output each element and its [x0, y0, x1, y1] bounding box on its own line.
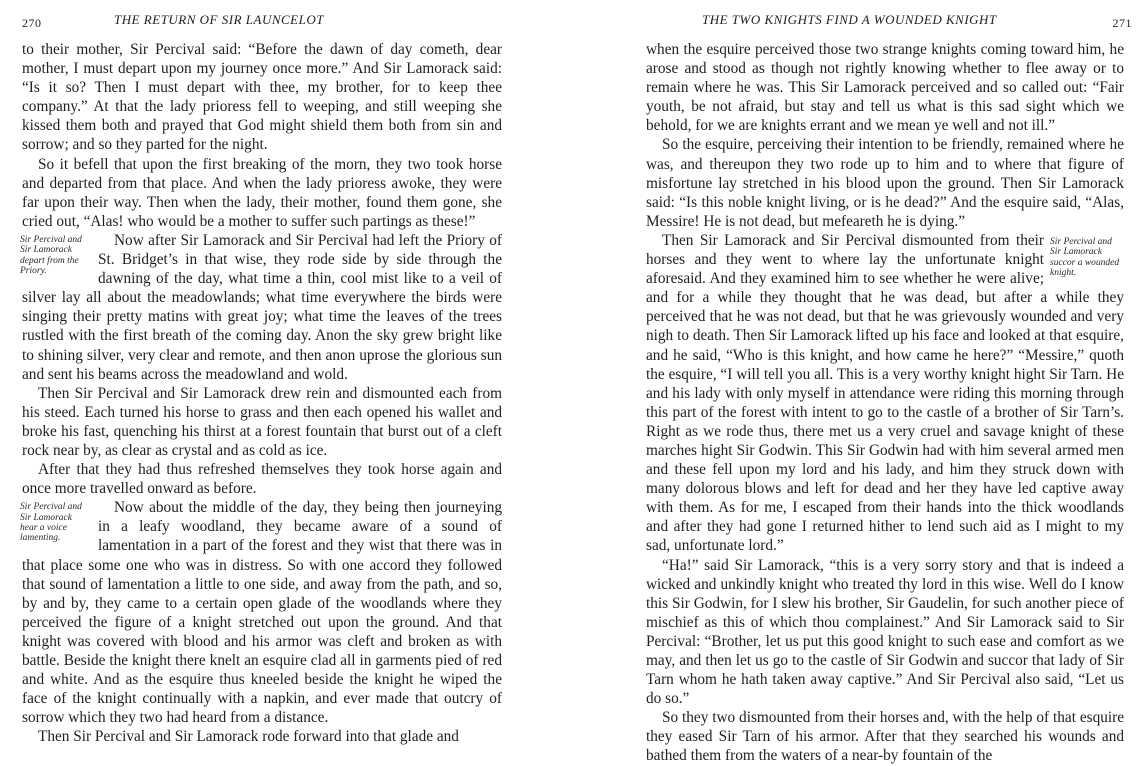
- paragraph: So they two dismounted from their horses and, with the help of that esquire they eased Sir Tarn of his armor. After that they searched his wounds and bathed them from the waters of a near-by fountain of the: [646, 709, 1124, 765]
- paragraph: After that they had thus refreshed themselves they took horse again and once more travelled onward as before.: [22, 461, 502, 498]
- paragraph: So the esquire, perceiving their intention to be friendly, remained where he was, and thereupon they two rode up to him and to where that figure of misfortune lay stretched in his blood upon the ground. Then Sir Lamorack said: “Is this noble knight living, or is he dead?” And the esquire said, “Alas, Messire! He is not dead, but mefeareth he is dying.”: [646, 136, 1124, 230]
- running-title-right: THE TWO KNIGHTS FIND A WOUNDED KNIGHT: [702, 12, 997, 27]
- page-number-left: 270: [22, 16, 42, 30]
- marginal-note: Sir Percival and Sir Lamorack depart from the Priory.: [20, 234, 82, 277]
- paragraph: Now about the middle of the day, they being then journeying in a leafy woodland, they became aware of a sound of lamentation in a part of the forest and they wist that there was in that place some one who was in distress. So with one accord they followed that sound of lamentation a little to one side, and away from the path, and so, by and by, they came to a certain open glade of the woodlands where they perceived the figure of a knight stretched out upon the ground. And that knight was covered with blood and his armor was cleft and broken as with battle. Beside the knight there knelt an esquire clad all in garments pied of red and white. And as the esquire thus kneeled beside the knight he wiped the face of the knight continually with a napkin, and ever made that outcry of sorrow which they two had heard from a distance.: [22, 499, 502, 727]
- paragraph: Now after Sir Lamorack and Sir Percival had left the Priory of St. Bridget’s in that wise, they rode side by side through the dawning of the day, what time a thin, cool mist like to a veil of silver lay all about the meadowlands; what time everywhere the birds were singing their pretty matins with great joy; what time the leaves of the trees rustled with the first breath of the coming day. Anon the sky grew bright like to shining silver, very clear and remote, and then anon uprose the glorious sun and sent his beams across the meadowland and wold.: [22, 231, 502, 383]
- right-page-text: [646, 40, 1124, 766]
- marginal-note: Sir Percival and Sir Lamorack succor a wounded knight.: [1050, 236, 1120, 279]
- page-number-right: 271: [1112, 16, 1132, 30]
- right-page: [572, 0, 1144, 765]
- paragraph: Then Sir Percival and Sir Lamorack drew rein and dismounted each from his steed. Each turned his horse to grass and then each opened his wallet and broke his fast, quenching his thirst at a forest fountain that burst out of a cleft rock near by, as clear as crystal and as cold as ice.: [22, 384, 502, 459]
- left-page-header: [22, 12, 502, 34]
- right-page-header: [702, 12, 1132, 34]
- paragraph: to their mother, Sir Percival said: “Before the dawn of day cometh, dear mother, I must depart upon my journey once more.” And Sir Lamorack said: “Is it so? Then I must depart with thee, my brother, for to keep thee company.” At that the lady prioress fell to weeping, and still weeping she kissed them both and prayed that God might shield them both from sin and sorrow; and so they parted for the night.: [22, 41, 502, 154]
- paragraph: Then Sir Percival and Sir Lamorack rode forward into that glade and: [38, 728, 459, 746]
- paragraph: So it befell that upon the first breaking of the morn, they two took horse and departed from that place. And when the lady prioress awoke, they were far upon their way. Then when the lady, their mother, found them gone, she cried out, “Alas! who would be a mother to suffer such partings as these!”: [22, 155, 502, 230]
- left-page: [0, 0, 572, 746]
- running-title-left: THE RETURN OF SIR LAUNCELOT: [114, 12, 324, 27]
- paragraph: “Ha!” said Sir Lamorack, “this is a very sorry story and that is indeed a wicked and unkindly knight who treated thy lord in this wise. Well do I know this Sir Godwin, for I slew his brother, Sir Gaudelin, for such another piece of mischief as this of which thou complainest.” And Sir Lamorack said to Sir Percival: “Brother, let us put this good knight to such ease and comfort as we may, and then let us go to the castle of Sir Godwin and succor that lady of Sir Tarn whom he hath taken away captive.” And Sir Percival also said, “Let us do so.”: [646, 556, 1124, 708]
- paragraph: when the esquire perceived those two strange knights coming toward him, he arose and stood as though not rightly knowing whether to flee away or to remain where he was. This Sir Lamorack perceived and so called out: “Fair youth, be not afraid, but stay and tell us what is this sad sight which we behold, for we are knights errant and we mean ye well and not ill.”: [646, 41, 1124, 135]
- paragraph: Then Sir Lamorack and Sir Percival dismounted from their horses and they went to where lay the unfortunate knight aforesaid. And they examined him to see whether he were alive; and for a while they thought that he was dead, but after a while they perceived that he was not dead, but that he was grievously wounded and very nigh to death. Then Sir Lamorack lifted up his face and looked at that esquire, and he said, “Who is this knight, and how came he here?” “Messire,” quoth the esquire, “I will tell you all. This is a very worthy knight hight Sir Tarn. He and his lady with only myself in attendance were riding this morning through this part of the forest with intent to go to the castle of a brother of Sir Tarn’s. Right as we rode thus, there met us a very cruel and savage knight of these marches hight Sir Godwin. This Sir Godwin had with him several armed men and these fell upon my lord and his lady, and him they struck down with many dolorous blows and left for dead and her they have led captive away with them. As for me, I escaped from their hands into the thick woodlands and after they had gone I returned hither to lend such aid as I might to my sad, unfortunate lord.”: [646, 231, 1124, 555]
- left-page-text: [22, 40, 502, 746]
- marginal-note: Sir Percival and Sir Lamorack hear a voice lamenting.: [20, 502, 82, 544]
